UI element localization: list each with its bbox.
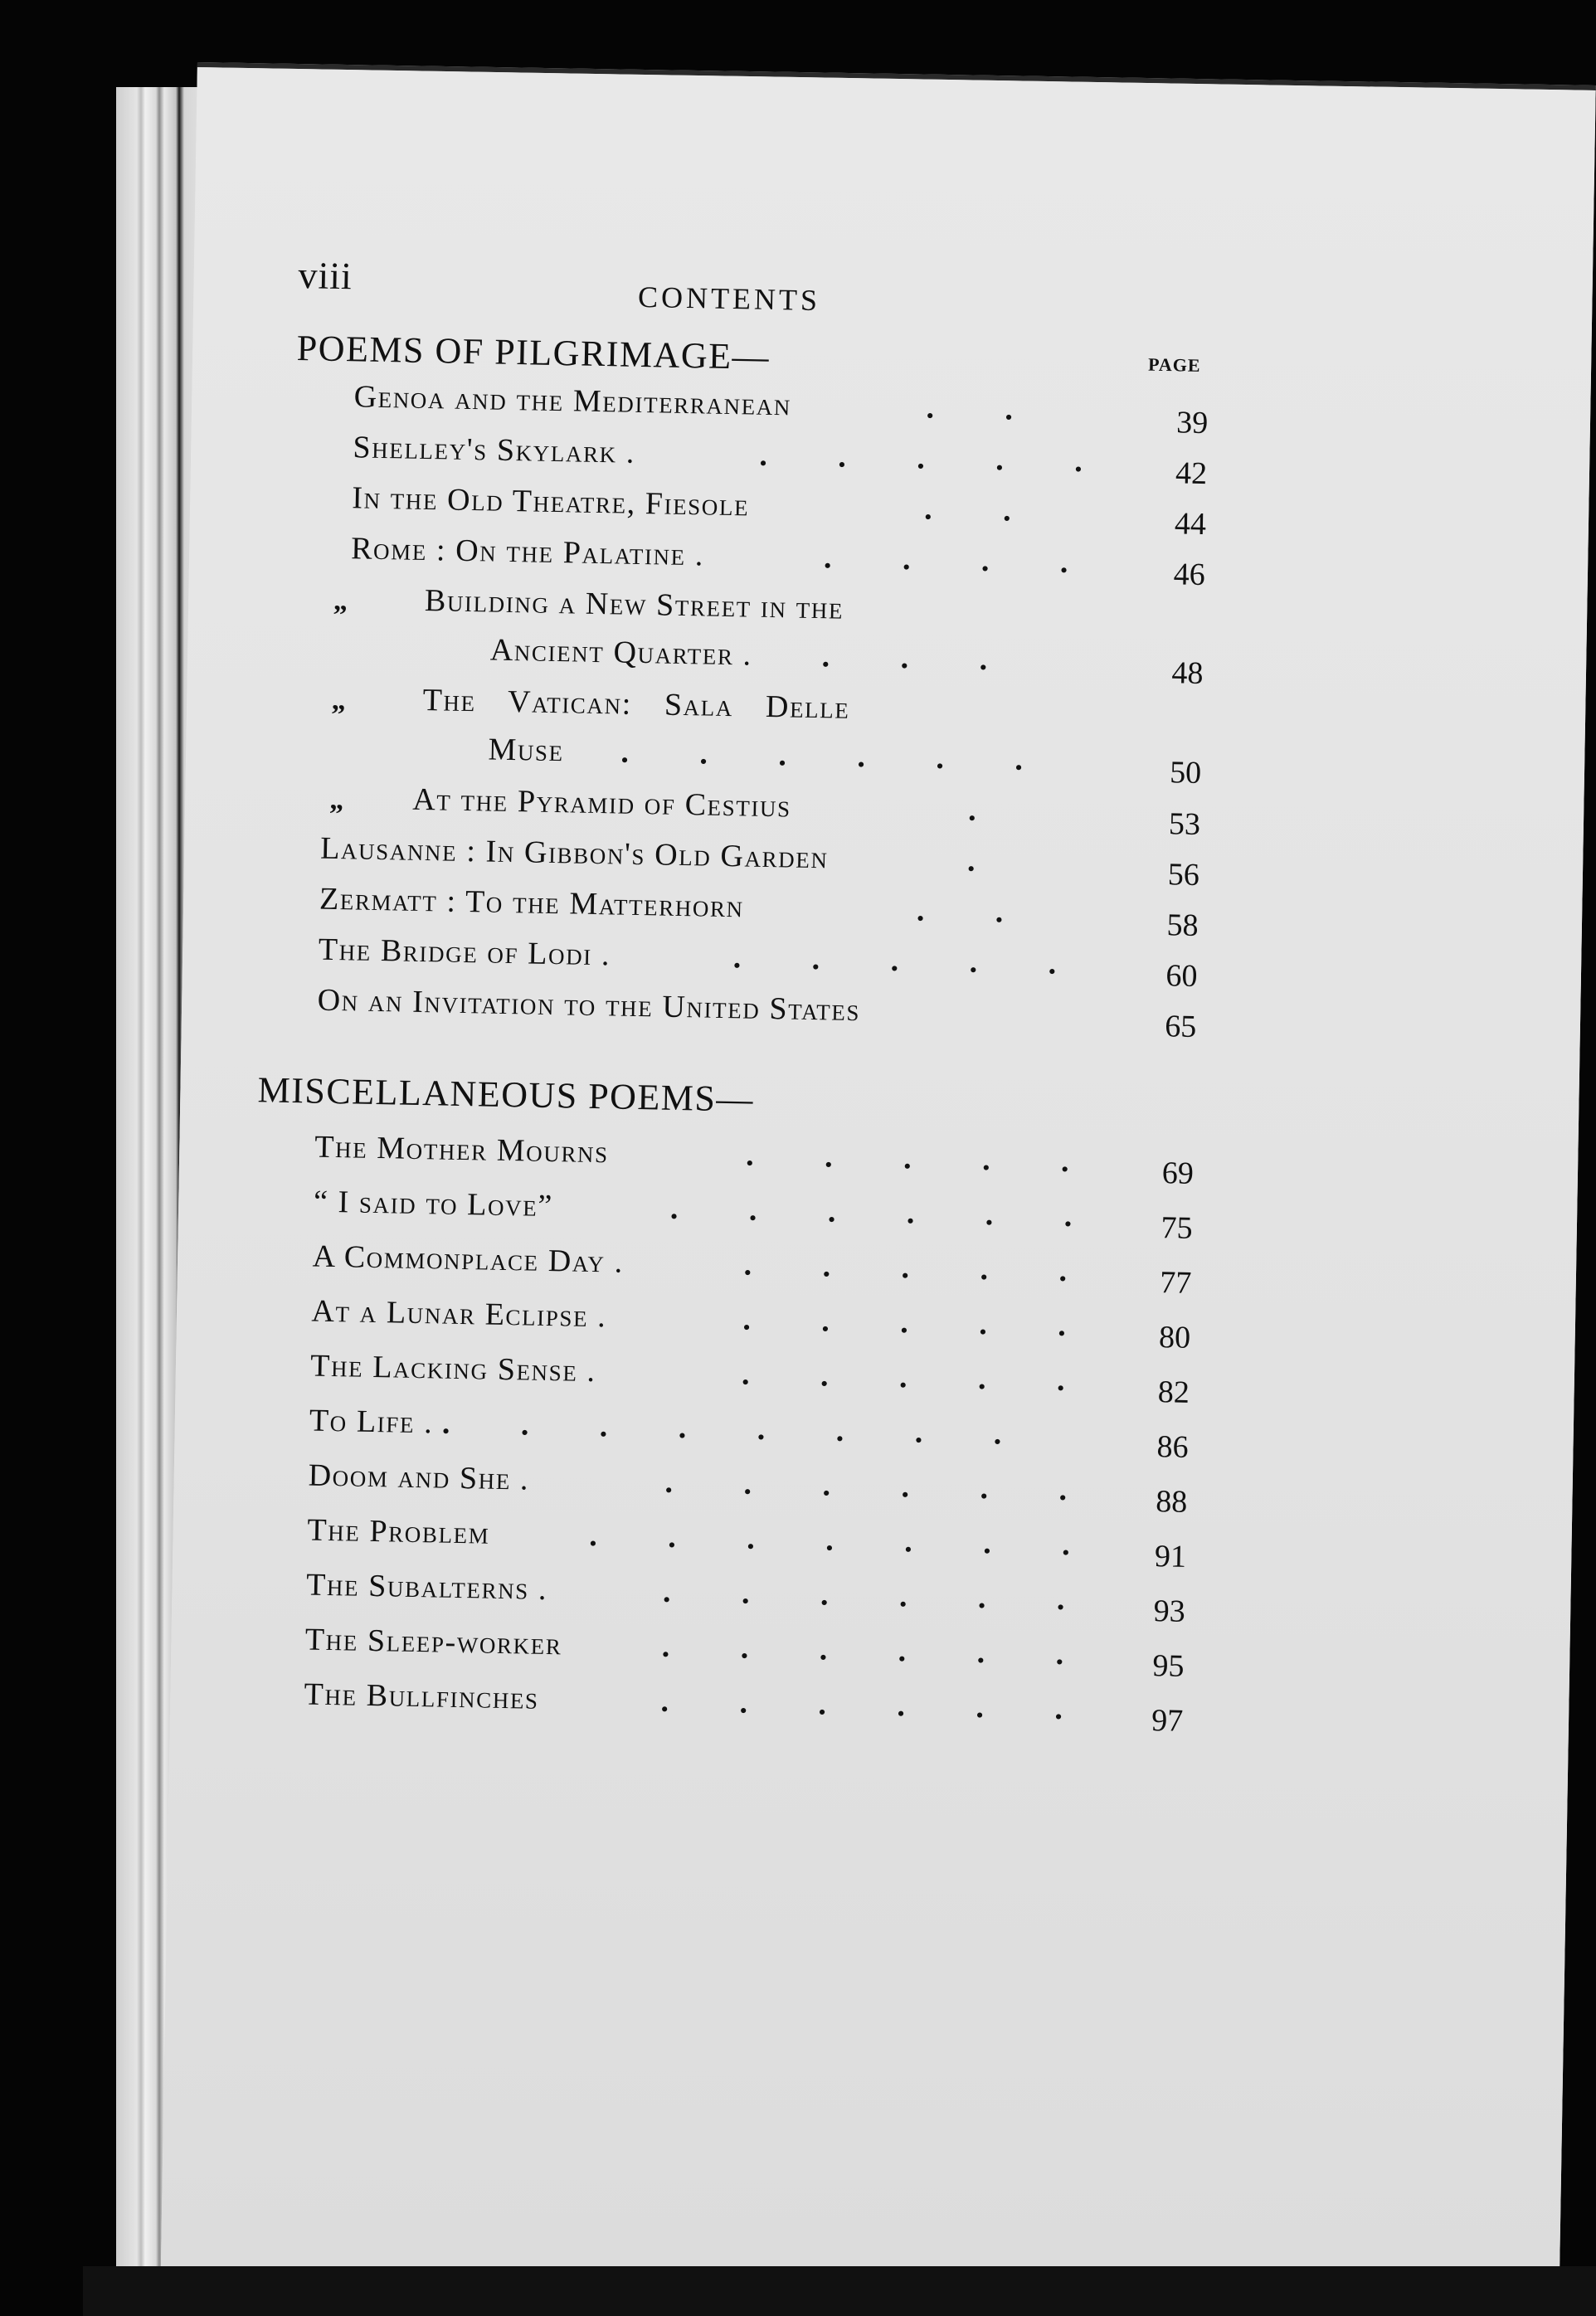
entry-leaders: . . . . . .	[662, 1574, 1097, 1618]
entry-title: The Problem	[307, 1512, 490, 1551]
entry-leaders: . . . . . .	[660, 1683, 1095, 1727]
section-heading: POEMS OF PILGRIMAGE—	[296, 327, 771, 377]
entry-page-number: 50	[1169, 755, 1202, 791]
entry-title: Lausanne : In Gibbon's Old Garden	[319, 830, 829, 876]
entry-page-number: 86	[1156, 1429, 1189, 1465]
entry-leaders: . . . . .	[759, 437, 1115, 479]
entry-page-number: 93	[1153, 1593, 1186, 1629]
entry-title: The Sleep-worker	[304, 1622, 562, 1662]
entry-page-number: 65	[1164, 1009, 1197, 1044]
contents-text-block	[257, 253, 1228, 1748]
entry-page-number: 46	[1173, 557, 1206, 593]
ditto-mark: „	[328, 784, 346, 816]
entry-leaders: . .	[926, 390, 1045, 428]
entry-title: Doom and She .	[308, 1457, 530, 1497]
entry-page-number: 91	[1154, 1539, 1187, 1574]
page-number: viii	[298, 253, 353, 298]
entry-title: The Subalterns .	[305, 1567, 548, 1608]
entry-title: Rome : On the Palatine .	[350, 531, 705, 573]
entry-title: To Life .	[309, 1403, 434, 1441]
running-title: CONTENTS	[637, 280, 821, 318]
entry-leaders: . . . . . .	[669, 1190, 1104, 1234]
entry-leaders: . . . . . . . .	[441, 1405, 1034, 1452]
entry-title: In the Old Theatre, Fiesole	[351, 480, 750, 523]
entry-title: The Bullfinches	[304, 1676, 540, 1716]
entry-page-number: 39	[1175, 405, 1209, 441]
entry-leaders: . . . . . . .	[588, 1518, 1102, 1563]
entry-page-number: 88	[1155, 1484, 1188, 1520]
section-poems-of-pilgrimage	[284, 319, 1226, 1049]
entry-title: “ I said to Love”	[313, 1184, 554, 1224]
entry-page-number: 95	[1152, 1648, 1185, 1684]
entry-title: Building a New Street in the	[424, 582, 844, 626]
entry-title: Zermatt : To the Matterhorn	[319, 881, 745, 925]
entry-title: Shelley's Skylark .	[353, 430, 636, 470]
toc-entry	[290, 580, 1221, 697]
entry-title-continued: Ancient Quarter .	[489, 632, 753, 673]
entry-title: The Bridge of Lodi .	[318, 932, 611, 973]
entry-page-number: 58	[1166, 907, 1199, 943]
entry-title: At the Pyramid of Cestius	[411, 781, 792, 825]
section-heading: MISCELLANEOUS POEMS—	[257, 1069, 755, 1120]
bottom-shadow	[83, 2266, 1596, 2316]
entry-page-number: 97	[1151, 1703, 1184, 1739]
page-column-label: PAGE	[1147, 353, 1201, 376]
entry-leaders: .	[966, 843, 1007, 879]
ditto-mark: „	[331, 684, 348, 717]
entry-page-number: 48	[1171, 655, 1204, 692]
entry-title: The Lacking Sense .	[309, 1348, 597, 1389]
entry-leaders: . . . . . .	[664, 1464, 1099, 1508]
entry-title: On an Invitation to the United States	[317, 982, 861, 1029]
entry-title: The Mother Mourns	[314, 1129, 610, 1170]
entry-title: Genoa and the Mediterranean	[353, 379, 792, 423]
entry-title: The Vatican: Sala Delle	[422, 682, 850, 726]
entry-leaders: . . . . .	[741, 1356, 1097, 1399]
entry-leaders: .	[967, 792, 1009, 829]
entry-page-number: 77	[1159, 1265, 1192, 1301]
entry-page-number: 82	[1157, 1375, 1190, 1410]
entry-leaders: . . . . .	[742, 1302, 1098, 1344]
entry-page-number: 42	[1175, 455, 1208, 492]
entry-leaders: . . . . .	[743, 1247, 1099, 1289]
entry-leaders: . . . . . .	[620, 734, 1055, 778]
section-miscellaneous-poems	[257, 1062, 1212, 1748]
entry-page-number: 44	[1174, 506, 1207, 543]
entry-page-number: 56	[1167, 857, 1200, 893]
entry-leaders: . . . . .	[745, 1137, 1102, 1180]
toc-entry	[289, 679, 1219, 796]
entry-leaders: . .	[916, 893, 1035, 931]
entry-page-number: 75	[1161, 1210, 1194, 1246]
entry-leaders: . . . .	[823, 540, 1100, 581]
entry-page-number: 53	[1168, 806, 1201, 842]
entry-page-number: 69	[1161, 1156, 1195, 1191]
entry-leaders: . . . . . .	[661, 1628, 1096, 1672]
entry-leaders: . . . . .	[732, 940, 1088, 982]
entry-leaders: . . .	[821, 639, 1019, 678]
ditto-mark: „	[333, 585, 349, 617]
entry-leaders: . .	[923, 491, 1044, 529]
entry-title: A Commonplace Day .	[312, 1238, 625, 1280]
entry-page-number: 60	[1165, 958, 1198, 994]
entry-page-number: 80	[1158, 1320, 1191, 1355]
entry-title: At a Lunar Eclipse .	[311, 1293, 607, 1335]
entry-title-continued: Muse	[488, 732, 565, 769]
